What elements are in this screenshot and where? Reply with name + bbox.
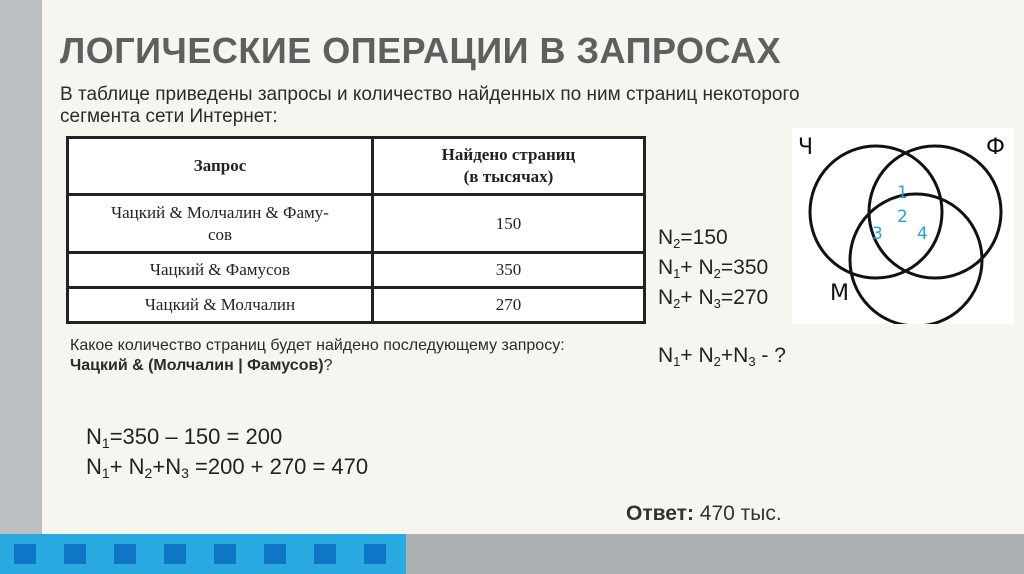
venn-label-ch: Ч — [798, 135, 814, 160]
table-row — [68, 288, 645, 323]
query-line-1: Чацкий & Молчалин & Фаму- — [111, 202, 329, 222]
question-text — [70, 336, 565, 376]
query-table — [66, 136, 646, 324]
equation-3: $N_2+ N_3=270$ — [658, 286, 769, 311]
intro-line-2: сегмента сети Интернет: — [60, 106, 278, 127]
table-row — [68, 253, 645, 288]
equation-1: $N_2=150$ — [658, 226, 728, 251]
solution-line-2: $N_1+ N_2+N_3 =200 + 270 = 470$ — [86, 454, 369, 481]
solution-line-1: $N_1=350 - 150 = 200$ — [86, 424, 283, 451]
table-cell-value: 270 — [373, 288, 645, 323]
venn-label-m: М — [830, 281, 849, 306]
decoration-square — [314, 544, 336, 564]
query-line-2: сов — [207, 224, 233, 244]
question-query: Чацкий & (Молчалин | Фамусов) — [70, 357, 324, 374]
header-found — [373, 138, 645, 195]
table-cell-query: Чацкий & Молчалин — [68, 288, 373, 323]
answer — [626, 502, 782, 526]
slide-title: ЛОГИЧЕСКИЕ ОПЕРАЦИИ В ЗАПРОСАХ — [60, 30, 782, 71]
venn-region-3: 3 — [872, 224, 883, 244]
table-row — [68, 195, 645, 253]
answer-label: Ответ: — [626, 502, 694, 525]
table-cell-value: 350 — [373, 253, 645, 288]
equation-2: $N_1+ N_2=350$ — [658, 256, 769, 281]
table-cell-query — [68, 195, 373, 253]
bottom-decoration — [0, 534, 406, 574]
answer-value: 470 тыс. — [693, 502, 782, 525]
question-line-1: Какое количество страниц будет найдено последующему запросу: — [70, 337, 565, 354]
decoration-square — [14, 544, 36, 564]
header-query: Запрос — [68, 138, 373, 195]
left-decoration-strip — [0, 0, 42, 574]
equation-4: $N_1+ N_2+N_3$ - ? — [658, 344, 786, 369]
decoration-square — [64, 544, 86, 564]
question-mark: ? — [323, 357, 333, 374]
decoration-square — [214, 544, 236, 564]
venn-region-4: 4 — [917, 224, 928, 244]
venn-diagram — [792, 128, 1014, 324]
table-cell-value: 150 — [373, 195, 645, 253]
decoration-square — [364, 544, 386, 564]
venn-circle-ch — [810, 146, 942, 278]
header-found-line-1: Найдено страниц — [441, 145, 576, 164]
decoration-square — [164, 544, 186, 564]
venn-circle-m — [850, 194, 982, 324]
venn-label-f: Ф — [986, 135, 1005, 160]
table-cell-query: Чацкий & Фамусов — [68, 253, 373, 288]
venn-region-1: 1 — [897, 183, 908, 203]
table-header-row — [68, 138, 645, 195]
intro-line-1: В таблице приведены запросы и количество найденных по ним страниц некоторого — [60, 84, 800, 105]
decoration-square — [114, 544, 136, 564]
venn-region-2: 2 — [897, 207, 908, 227]
decoration-square — [264, 544, 286, 564]
header-found-line-2: (в тысячах) — [463, 167, 554, 186]
intro-text — [60, 84, 910, 128]
